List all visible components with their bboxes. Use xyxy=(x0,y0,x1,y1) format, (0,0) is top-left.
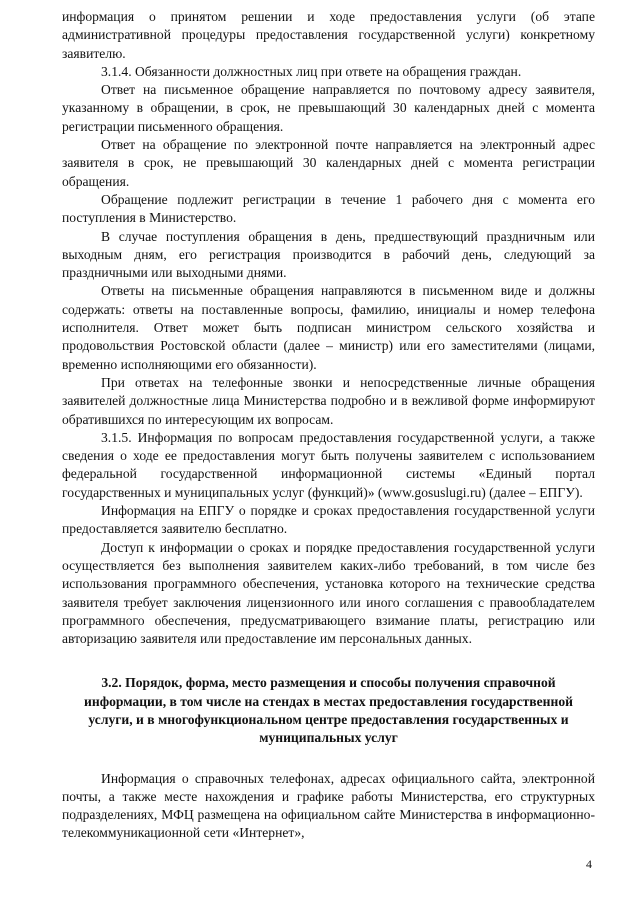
paragraph-phone-calls: При ответах на телефонные звонки и непосредственные личные обращения заявителей должностные лица Министерства подробно и в вежливой форме информируют обратившихся по интересующим их вопросам. xyxy=(62,374,595,427)
section-heading-3-2: 3.2. Порядок, форма, место размещения и способы получения справочной информации, в том числе на стендах в местах предоставления государственной услуги, и в многофункциональном центре предоставления государственных и муниципальных услуг xyxy=(84,675,573,746)
paragraph-3-1-4-title: 3.1.4. Обязанности должностных лиц при ответе на обращения граждан. xyxy=(101,63,522,79)
page-number: 4 xyxy=(586,857,592,871)
paragraph-registration: Обращение подлежит регистрации в течение 1 рабочего дня с момента его поступления в Министерство. xyxy=(62,191,595,226)
paragraph-3-1-5-epgu: 3.1.5. Информация по вопросам предоставления государственной услуги, а также сведения о ходе ее предоставления могут быть получены заявителем с использованием федеральной государственной информационной системы «Единый портал государственных и муниципальных услуг (функций)» (www.gosuslugi.ru) (далее – ЕПГУ). xyxy=(62,429,595,500)
paragraph-response-content: Ответы на письменные обращения направляются в письменном виде и должны содержать: ответы на поставленные вопросы, фамилию, инициалы и номер телефона исполнителя. Ответ может быть подписан министром сельского хозяйства и продовольствия Ростовской области (далее – министр) или его заместителями (лицами, временно исполняющими его обязанности). xyxy=(62,283,595,372)
paragraph-access-info: Доступ к информации о сроках и порядке предоставления государственной услуги осуществляется без выполнения заявителем каких-либо требований, в том числе без использования программного обеспечения, установка которого на технические средства заявителя требует заключения лицензионного или иного соглашения с правообладателем программного обеспечения, предусматривающего взимание платы, регистрацию или авторизацию заявителя или предоставление им персональных данных. xyxy=(62,539,595,647)
paragraph-holiday-registration: В случае поступления обращения в день, предшествующий праздничным или выходным дням, его регистрация производится в рабочий день, следующий за праздничными или выходными днями. xyxy=(62,228,595,281)
page-content xyxy=(62,8,595,843)
paragraph-reference-info: Информация о справочных телефонах, адресах официального сайта, электронной почты, а также месте нахождения и графике работы Министерства, его структурных подразделениях, МФЦ размещена на официальном сайте Министерства в информационно-телекоммуникационной сети «Интернет», xyxy=(62,770,595,841)
paragraph-epgu-free: Информация на ЕПГУ о порядке и сроках предоставления государственной услуги предоставляется заявителю бесплатно. xyxy=(62,503,595,537)
paragraph-written-response: Ответ на письменное обращение направляется по почтовому адресу заявителя, указанному в обращении, в срок, не превышающий 30 календарных дней с момента регистрации письменного обращения. xyxy=(62,82,595,134)
paragraph-email-response: Ответ на обращение по электронной почте направляется на электронный адрес заявителя в срок, не превышающий 30 календарных дней с момента регистрации обращения. xyxy=(62,137,595,189)
paragraph-continuation: информация о принятом решении и ходе предоставления услуги (об этапе административной процедуры предоставления государственной услуги) конкретному заявителю. xyxy=(62,9,595,61)
